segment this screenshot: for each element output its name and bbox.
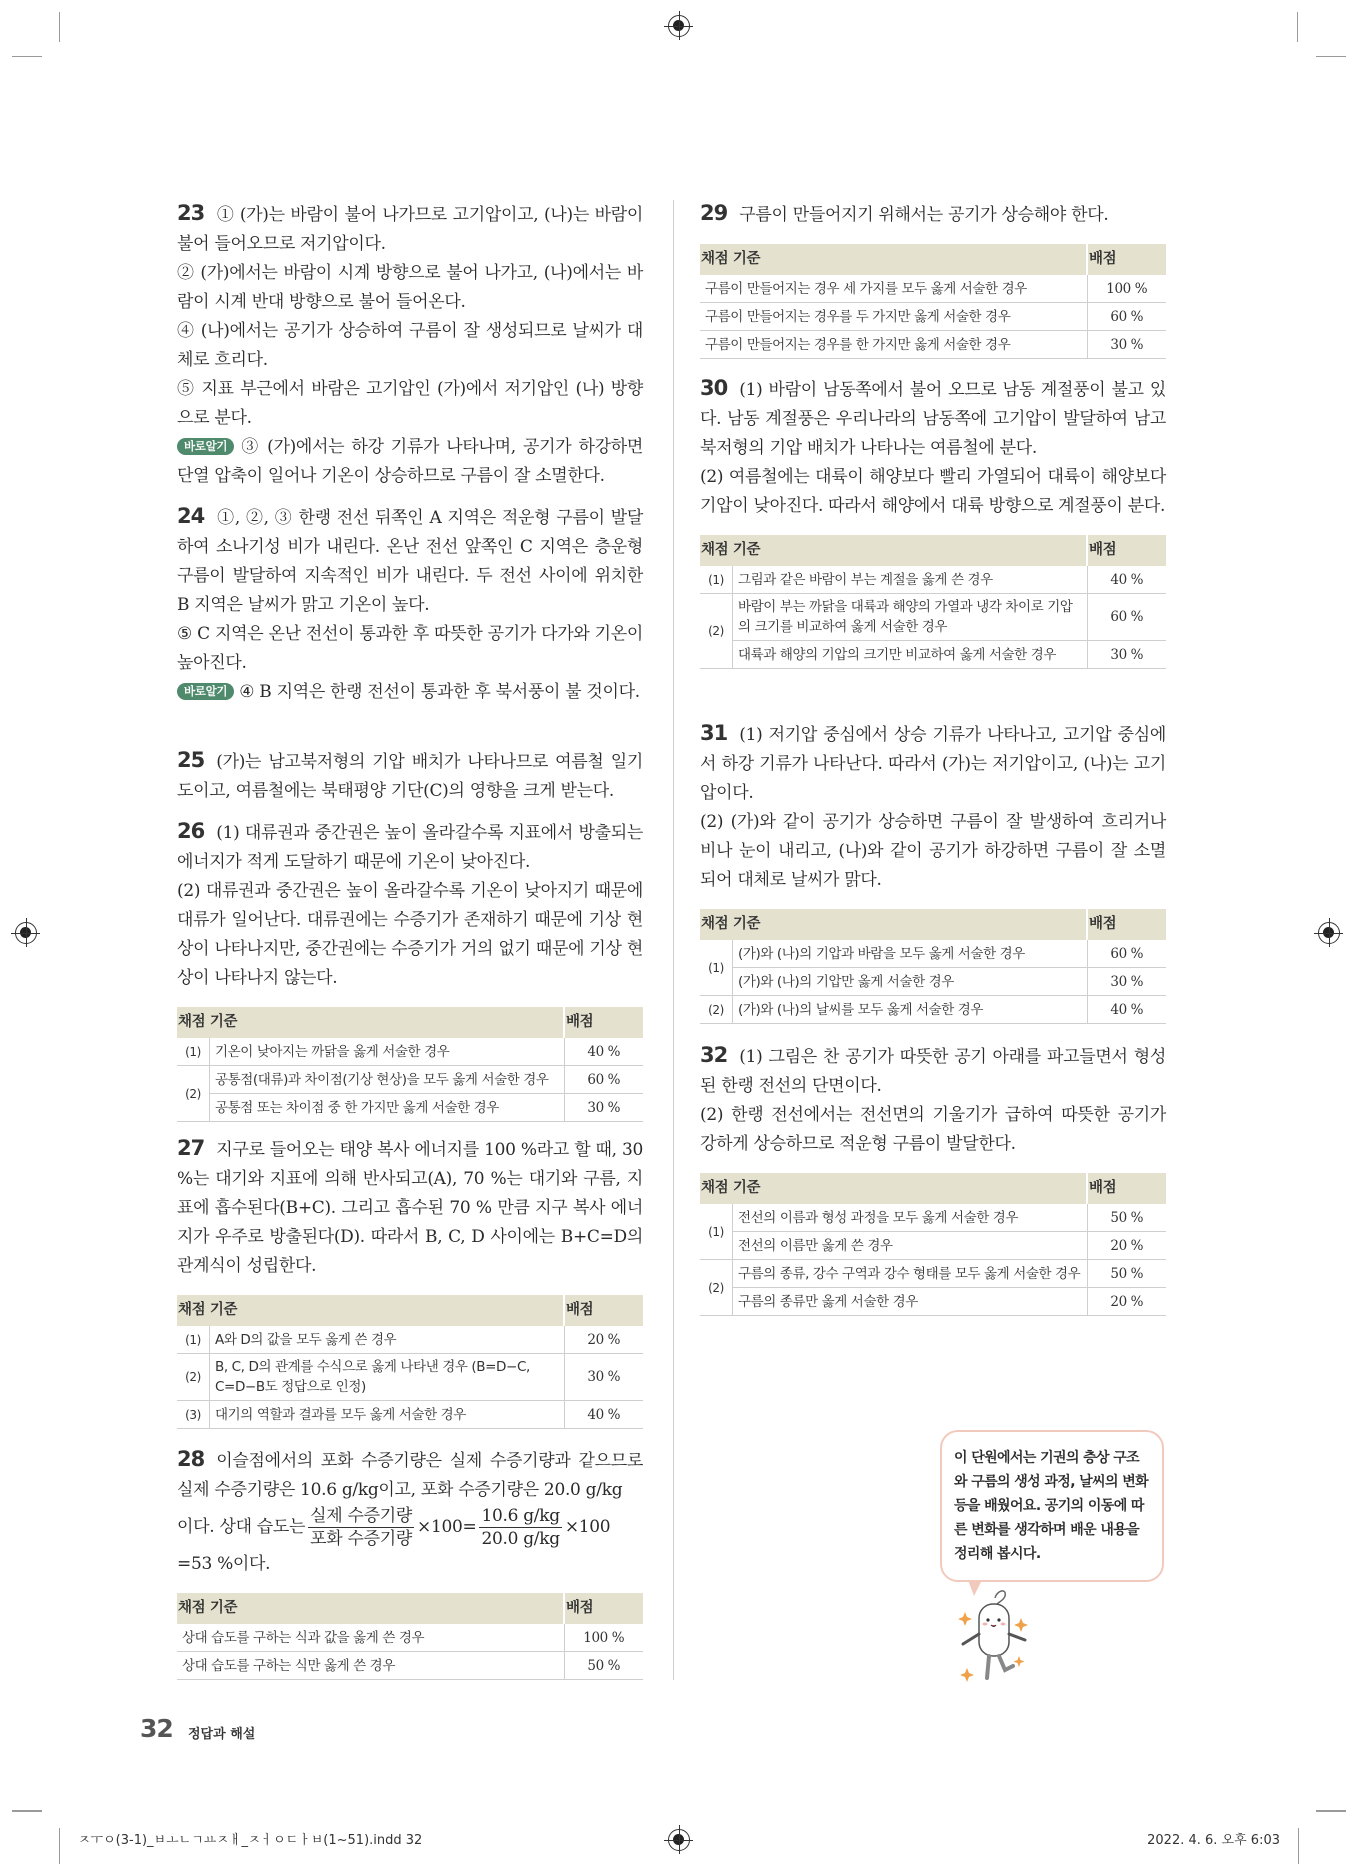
answer-item-24 [177, 502, 643, 707]
criteria-text: 바람이 부는 까닭을 대륙과 해양의 가열과 냉각 차이로 기압의 크기를 비교하여 옳게 서술한 경우 [733, 594, 1088, 641]
scoring-row [700, 996, 1166, 1024]
scoring-row [700, 1204, 1166, 1232]
scoring-row [177, 1066, 643, 1094]
score-value: 60 % [1087, 594, 1166, 641]
criteria-text: A와 D의 값을 모두 옳게 쓴 경우 [210, 1326, 565, 1354]
scoring-table-header [177, 1007, 643, 1038]
sub-question-label: (1) [700, 940, 733, 996]
scoring-row [700, 594, 1166, 641]
page-number: 32 [140, 1714, 173, 1743]
answer-paragraph [700, 199, 1166, 230]
answer-item-26 [177, 817, 643, 1122]
fraction-numerator: 10.6 g/kg [481, 1506, 560, 1526]
answer-text: ③ (가)에서는 하강 기류가 나타나며, 공기가 하강하면 단열 압축이 일어나 기온이 상승하므로 구름이 잘 소멸한다. [177, 437, 643, 486]
scoring-table-header [700, 535, 1166, 566]
fraction-numerator: 실제 수증기량 [310, 1506, 413, 1526]
criteria-text: 구름의 종류, 강수 구역과 강수 형태를 모두 옳게 서술한 경우 [733, 1260, 1088, 1288]
mascot-character-icon [955, 1590, 1035, 1685]
formula-operator: ×100 [564, 1517, 611, 1537]
fraction [308, 1505, 414, 1550]
sub-question-label: (2) [177, 1354, 210, 1401]
scoring-row [177, 1038, 643, 1066]
score-value: 30 % [564, 1354, 643, 1401]
score-header: 배점 [1087, 909, 1166, 940]
answer-item-25 [177, 746, 643, 806]
sub-question-label: (2) [700, 996, 733, 1024]
score-value: 20 % [1087, 1288, 1166, 1316]
scoring-row [177, 1094, 643, 1122]
scoring-table [700, 244, 1166, 359]
scoring-row [700, 275, 1166, 303]
crop-mark [59, 1828, 60, 1864]
scoring-row [177, 1652, 643, 1680]
answer-paragraph [700, 463, 1166, 521]
criteria-text: (가)와 (나)의 기압과 바람을 모두 옳게 서술한 경우 [733, 940, 1088, 968]
answer-text: 지구로 들어오는 태양 복사 에너지를 100 %라고 할 때, 30 %는 대기와 지표에 의해 반사되고(A), 70 %는 대기와 구름, 지표에 흡수된다(B+C). 그리고 흡수된 70 % 만큼 지구 복사 에너지가 우주로 방출된다(D). 따라서 B, C, D 사이에는 B+C=D의 관계식이 성립한다. [177, 1140, 643, 1276]
question-number: 28 [177, 1447, 205, 1471]
scoring-row [700, 566, 1166, 594]
score-value: 20 % [564, 1326, 643, 1354]
criteria-text: 구름이 만들어지는 경우를 두 가지만 옳게 서술한 경우 [700, 303, 1087, 331]
scoring-table [700, 909, 1166, 1024]
sub-question-label: (1) [177, 1038, 210, 1066]
scoring-row [177, 1354, 643, 1401]
criteria-text: B, C, D의 관계를 수식으로 옳게 나타낸 경우 (B=D−C, C=D−B도 정답으로 인정) [210, 1354, 565, 1401]
scoring-row [700, 641, 1166, 669]
crop-mark [1297, 12, 1298, 42]
answer-paragraph [177, 317, 643, 375]
answer-paragraph [177, 502, 643, 620]
answer-paragraph [700, 719, 1166, 808]
answer-text: ⑤ C 지역은 온난 전선이 통과한 후 따뜻한 공기가 다가와 기온이 높아진다. [177, 624, 643, 673]
registration-mark-icon [668, 1829, 690, 1851]
answer-item-29 [700, 199, 1166, 359]
scoring-table [700, 1173, 1166, 1316]
criteria-text: 공통점(대류)과 차이점(기상 현상)을 모두 옳게 서술한 경우 [210, 1066, 565, 1094]
criteria-header: 채점 기준 [700, 244, 1087, 275]
score-header: 배점 [564, 1593, 643, 1624]
fraction-denominator: 20.0 g/kg [481, 1529, 560, 1549]
criteria-text: 구름이 만들어지는 경우를 한 가지만 옳게 서술한 경우 [700, 331, 1087, 359]
answer-paragraph [177, 375, 643, 433]
score-value: 50 % [1087, 1204, 1166, 1232]
formula-lead: 이다. 상대 습도는 [177, 1517, 306, 1537]
score-value: 60 % [1087, 303, 1166, 331]
answer-text: (2) 한랭 전선에서는 전선면의 기울기가 급하여 따뜻한 공기가 강하게 상승하므로 적운형 구름이 발달한다. [700, 1105, 1166, 1154]
sub-question-label: (2) [700, 594, 733, 669]
answer-paragraph [177, 620, 643, 678]
relative-humidity-formula [177, 1505, 643, 1550]
answer-item-23 [177, 199, 643, 491]
scoring-table [177, 1007, 643, 1122]
scoring-row [700, 303, 1166, 331]
criteria-text: 구름이 만들어지는 경우 세 가지를 모두 옳게 서술한 경우 [700, 275, 1087, 303]
answer-paragraph [700, 1101, 1166, 1159]
answer-paragraph [700, 1041, 1166, 1101]
scoring-table [700, 535, 1166, 669]
question-number: 31 [700, 721, 728, 745]
score-header: 배점 [564, 1295, 643, 1326]
criteria-text: 공통점 또는 차이점 중 한 가지만 옳게 서술한 경우 [210, 1094, 565, 1122]
sub-question-label: (1) [700, 1204, 733, 1260]
answer-text: ① (가)는 바람이 불어 나가므로 고기압이고, (나)는 바람이 불어 들어오므로 저기압이다. [177, 205, 643, 254]
score-value: 40 % [1087, 996, 1166, 1024]
answer-text: (1) 그림은 찬 공기가 따뜻한 공기 아래를 파고들면서 형성된 한랭 전선의 단면이다. [700, 1047, 1166, 1096]
answer-text: (2) (가)와 같이 공기가 상승하면 구름이 잘 발생하여 흐리거나 비나 눈이 내리고, (나)와 같이 공기가 하강하면 구름이 잘 소멸되어 대체로 날씨가 맑다. [700, 812, 1166, 890]
criteria-text: 대기의 역할과 결과를 모두 옳게 서술한 경우 [210, 1401, 565, 1429]
slug-filename: ㅈㅜㅇ(3-1)_ㅂㅗㄴㄱㅛㅈㅐ_ㅈㅓㅇㄷㅏㅂ(1~51).indd 32 [78, 1833, 423, 1848]
scoring-row [177, 1401, 643, 1429]
answer-paragraph [177, 259, 643, 317]
answer-item-31 [700, 719, 1166, 1024]
question-number: 26 [177, 819, 205, 843]
correction-badge: 바로알기 [177, 438, 234, 455]
answer-paragraph [700, 374, 1166, 463]
criteria-header: 채점 기준 [177, 1295, 564, 1326]
crop-mark [12, 56, 42, 57]
criteria-text: (가)와 (나)의 기압만 옳게 서술한 경우 [733, 968, 1088, 996]
answer-paragraph [177, 1445, 643, 1505]
answer-item-30 [700, 374, 1166, 669]
criteria-text: 대륙과 해양의 기압의 크기만 비교하여 옳게 서술한 경우 [733, 641, 1088, 669]
score-value: 30 % [564, 1094, 643, 1122]
answer-paragraph [177, 199, 643, 259]
question-number: 30 [700, 376, 728, 400]
answer-text: ④ B 지역은 한랭 전선이 통과한 후 북서풍이 불 것이다. [239, 682, 640, 702]
crop-mark [12, 1810, 42, 1812]
answer-paragraph [177, 877, 643, 993]
answer-text: (가)는 남고북저형의 기압 배치가 나타나므로 여름철 일기도이고, 여름철에는 북태평양 기단(C)의 영향을 크게 받는다. [177, 752, 643, 801]
speech-bubble [940, 1430, 1164, 1582]
answer-paragraph [177, 678, 643, 707]
answer-text: ⑤ 지표 부근에서 바람은 고기압인 (가)에서 저기압인 (나) 방향으로 분다. [177, 379, 643, 428]
registration-mark-icon [668, 15, 690, 37]
score-value: 30 % [1087, 331, 1166, 359]
registration-mark-icon [15, 922, 37, 944]
scoring-row [700, 940, 1166, 968]
score-value: 40 % [564, 1401, 643, 1429]
scoring-table [177, 1295, 643, 1429]
criteria-text: 기온이 낮아지는 까닭을 옳게 서술한 경우 [210, 1038, 565, 1066]
crop-mark [1316, 1810, 1346, 1812]
sub-question-label: (1) [177, 1326, 210, 1354]
score-value: 100 % [564, 1624, 643, 1652]
question-number: 24 [177, 504, 205, 528]
answer-paragraph [177, 817, 643, 877]
formula-operator: ×100= [417, 1517, 477, 1537]
scoring-row [700, 1288, 1166, 1316]
score-value: 40 % [564, 1038, 643, 1066]
column-divider [673, 200, 674, 1680]
scoring-row [700, 331, 1166, 359]
question-number: 27 [177, 1136, 205, 1160]
formula-result: =53 %이다. [177, 1554, 271, 1574]
answer-text: ④ (나)에서는 공기가 상승하여 구름이 잘 생성되므로 날씨가 대체로 흐리다. [177, 321, 643, 370]
score-value: 50 % [1087, 1260, 1166, 1288]
answer-text: ② (가)에서는 바람이 시계 방향으로 불어 나가고, (나)에서는 바람이 시계 반대 방향으로 불어 들어온다. [177, 263, 643, 312]
scoring-row [700, 1260, 1166, 1288]
criteria-text: 구름의 종류만 옳게 서술한 경우 [733, 1288, 1088, 1316]
question-number: 23 [177, 201, 205, 225]
answer-paragraph [177, 746, 643, 806]
score-value: 20 % [1087, 1232, 1166, 1260]
criteria-header: 채점 기준 [177, 1007, 564, 1038]
score-value: 60 % [564, 1066, 643, 1094]
score-value: 40 % [1087, 566, 1166, 594]
crop-mark [1298, 1828, 1299, 1864]
scoring-table-header [177, 1295, 643, 1326]
criteria-text: 그림과 같은 바람이 부는 계절을 옳게 쓴 경우 [733, 566, 1088, 594]
answer-paragraph [177, 433, 643, 491]
score-value: 60 % [1087, 940, 1166, 968]
criteria-text: 상대 습도를 구하는 식만 옳게 쓴 경우 [177, 1652, 564, 1680]
scoring-row [177, 1326, 643, 1354]
sub-question-label: (1) [700, 566, 733, 594]
criteria-text: 상대 습도를 구하는 식과 값을 옳게 쓴 경우 [177, 1624, 564, 1652]
answer-text: (1) 저기압 중심에서 상승 기류가 나타나고, 고기압 중심에서 하강 기류가 나타난다. 따라서 (가)는 저기압이고, (나)는 고기압이다. [700, 725, 1166, 803]
scoring-row [700, 968, 1166, 996]
scoring-row [177, 1624, 643, 1652]
criteria-header: 채점 기준 [700, 1173, 1087, 1204]
registration-mark-icon [1318, 922, 1340, 944]
sub-question-label: (3) [177, 1401, 210, 1429]
answer-text: (1) 대류권과 중간권은 높이 올라갈수록 지표에서 방출되는 에너지가 적게 도달하기 때문에 기온이 낮아진다. [177, 823, 643, 872]
score-value: 50 % [564, 1652, 643, 1680]
criteria-header: 채점 기준 [177, 1593, 564, 1624]
score-header: 배점 [1087, 535, 1166, 566]
score-value: 30 % [1087, 641, 1166, 669]
answer-text: 이슬점에서의 포화 수증기량은 실제 수증기량과 같으므로 실제 수증기량은 10.6 g/kg이고, 포화 수증기량은 20.0 g/kg [177, 1451, 643, 1500]
score-header: 배점 [1087, 1173, 1166, 1204]
answer-item-27 [177, 1134, 643, 1429]
crop-mark [59, 12, 60, 42]
correction-badge: 바로알기 [177, 683, 234, 700]
scoring-table-header [700, 244, 1166, 275]
question-number: 32 [700, 1043, 728, 1067]
scoring-table [177, 1593, 643, 1680]
slug-date: 2022. 4. 6. 오후 6:03 [1147, 1833, 1280, 1848]
bubble-text: 이 단원에서는 기권의 층상 구조와 구름의 생성 과정, 날씨의 변화 등을 배웠어요. 공기의 이동에 따른 변화를 생각하며 배운 내용을 정리해 봅시다. [954, 1450, 1149, 1562]
sub-question-label: (2) [177, 1066, 210, 1122]
section-label: 정답과 해설 [188, 1727, 256, 1742]
criteria-text: 전선의 이름만 옳게 쓴 경우 [733, 1232, 1088, 1260]
question-number: 25 [177, 748, 205, 772]
answer-text: 구름이 만들어지기 위해서는 공기가 상승해야 한다. [739, 205, 1109, 225]
answer-paragraph [177, 1134, 643, 1281]
answer-item-32 [700, 1041, 1166, 1316]
scoring-table-header [700, 1173, 1166, 1204]
answer-text: ①, ②, ③ 한랭 전선 뒤쪽인 A 지역은 적운형 구름이 발달하여 소나기성 비가 내린다. 온난 전선 앞쪽인 C 지역은 층운형 구름이 발달하여 지속적인 비가 내린다. 두 전선 사이에 위치한 B 지역은 날씨가 맑고 기온이 높다. [177, 508, 643, 615]
answer-text: (2) 여름철에는 대륙이 해양보다 빨리 가열되어 대륙이 해양보다 기압이 낮아진다. 따라서 해양에서 대륙 방향으로 계절풍이 분다. [700, 467, 1166, 516]
score-header: 배점 [1087, 244, 1166, 275]
criteria-text: 전선의 이름과 형성 과정을 모두 옳게 서술한 경우 [733, 1204, 1088, 1232]
sub-question-label: (2) [700, 1260, 733, 1316]
answer-item-28 [177, 1445, 643, 1680]
scoring-row [700, 1232, 1166, 1260]
answer-text: (1) 바람이 남동쪽에서 불어 오므로 남동 계절풍이 불고 있다. 남동 계절풍은 우리나라의 남동쪽에 고기압이 발달하여 남고북저형의 기압 배치가 나타나는 여름철에 분다. [700, 380, 1166, 458]
crop-mark [1316, 56, 1346, 57]
answer-text: (2) 대류권과 중간권은 높이 올라갈수록 기온이 낮아지기 때문에 대류가 일어난다. 대류권에는 수증기가 존재하기 때문에 기상 현상이 나타나지만, 중간권에는 수증기가 거의 없기 때문에 기상 현상이 나타나지 않는다. [177, 881, 643, 988]
criteria-text: (가)와 (나)의 날씨를 모두 옳게 서술한 경우 [733, 996, 1088, 1024]
score-header: 배점 [564, 1007, 643, 1038]
question-number: 29 [700, 201, 728, 225]
score-value: 30 % [1087, 968, 1166, 996]
answer-paragraph [700, 808, 1166, 895]
criteria-header: 채점 기준 [700, 909, 1087, 940]
scoring-table-header [700, 909, 1166, 940]
criteria-header: 채점 기준 [700, 535, 1087, 566]
fraction [479, 1505, 561, 1550]
fraction-denominator: 포화 수증기량 [310, 1529, 413, 1549]
score-value: 100 % [1087, 275, 1166, 303]
scoring-table-header [177, 1593, 643, 1624]
